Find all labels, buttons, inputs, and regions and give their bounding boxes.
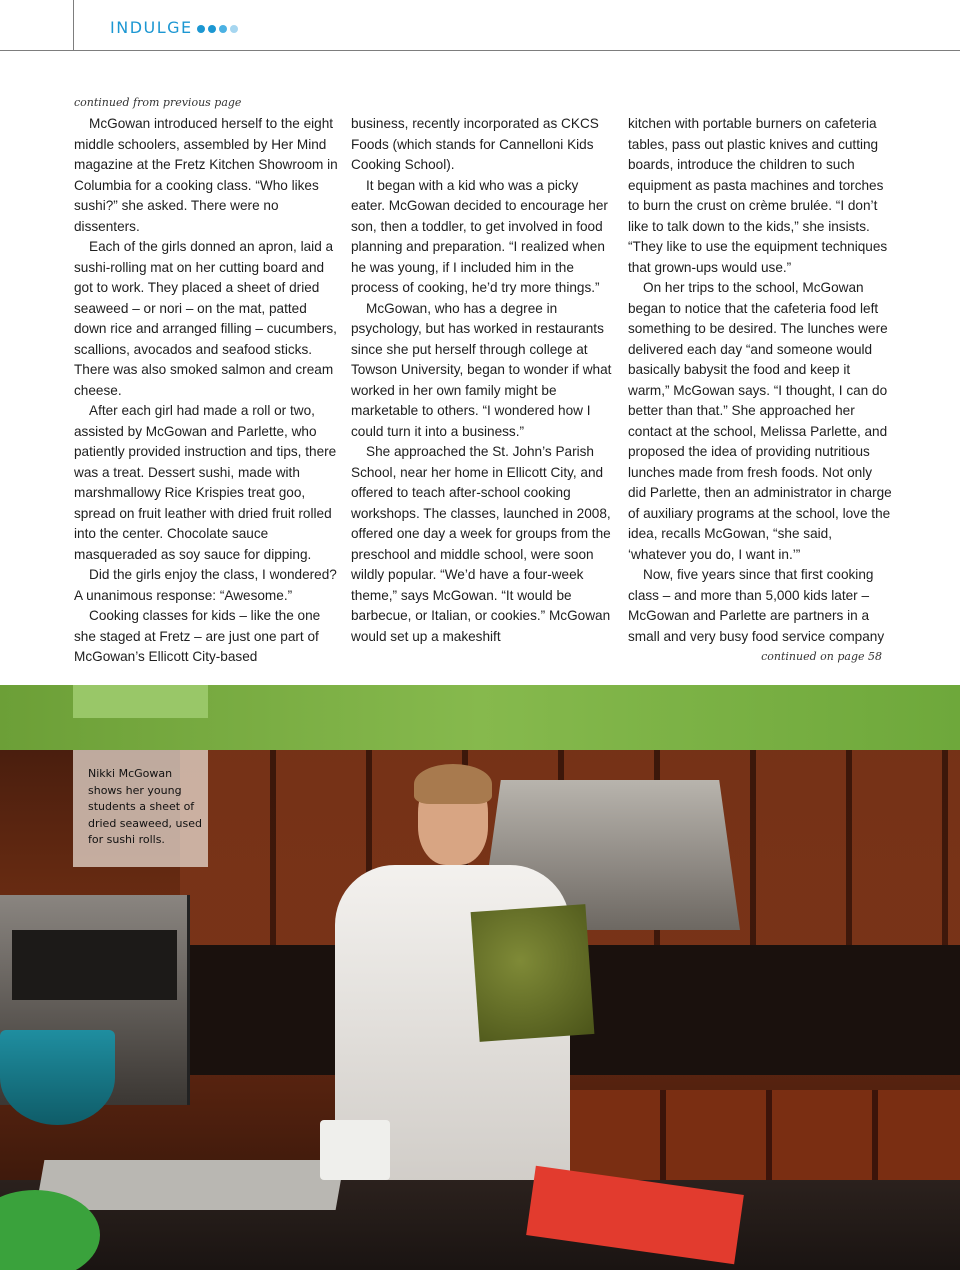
article-column-2 — [351, 114, 616, 647]
dot-icon — [230, 25, 238, 33]
photo-cups — [320, 1120, 390, 1180]
paragraph: She approached the St. John’s Parish School, near her home in Ellicott City, and offered to teach after-school cooking workshops. The classes, launched in 2008, offered one day a week for groups from the preschool and middle school, were soon wildly popular. “We’d have a four-week theme,” says McGowan. “It would be barbecue, or Italian, or cookies.” McGowan would set up a makeshift — [351, 444, 611, 644]
paragraph: McGowan introduced herself to the eight middle schoolers, assembled by Her Mind magazine at the Fretz Kitchen Showroom in Columbia for a cooking class. “Who likes sushi?” she asked. There were no dissenters. — [74, 116, 338, 234]
paragraph: McGowan, who has a degree in psychology, but has worked in restaurants since she put herself through college at Towson University, began to wonder if what worked in her own family might be marketable to others. “I wondered how I could turn it into a business.” — [351, 300, 612, 439]
section-dots — [197, 24, 238, 34]
paragraph: Now, five years since that first cooking class – and more than 5,000 kids later – McGowan and Parlette are partners in a small and very busy food service company — [628, 567, 885, 644]
photo-bowls — [0, 1030, 115, 1125]
paragraph: Did the girls enjoy the class, I wondered? A unanimous response: “Awesome.” — [74, 567, 337, 603]
green-band-accent — [73, 685, 208, 718]
header-divider-vertical — [73, 0, 74, 51]
paragraph: It began with a kid who was a picky eater. McGowan decided to encourage her son, then a toddler, to get involved in food planning and preparation. “I realized when he was young, if I included him in the process of cooking, he’d try more things.” — [351, 177, 608, 295]
paragraph: business, recently incorporated as CKCS Foods (which stands for Cannelloni Kids Cooking School). — [351, 116, 599, 172]
header-divider — [0, 50, 960, 51]
photo-caption: Nikki McGowan shows her young students a sheet of dried seaweed, used for sushi rolls. — [88, 767, 203, 846]
paragraph: kitchen with portable burners on cafeteria tables, pass out plastic knives and cutting boards, introduce the children to such equipment as pasta machines and torches to burn the crust on crème brulée. “I don’t like to talk down to the kids,” she insists. “They like to use the equipment techniques that grown-ups would use.” — [628, 116, 888, 275]
article-column-3 — [628, 114, 893, 647]
dot-icon — [208, 25, 216, 33]
dot-icon — [197, 25, 205, 33]
paragraph: On her trips to the school, McGowan began to notice that the cafeteria food left something to be desired. The lunches were delivered each day “and someone would basically babysit the food and keep it warm,” McGowan says. “I thought, I can do better than that.” She approached her contact at the school, Melissa Parlette, and proposed the idea of providing nutritious lunches made from fresh foods. Not only did Parlette, then an administrator in charge of auxiliary programs at the school, love the idea, recalls McGowan, “she said, ‘whatever you do, I want in.’” — [628, 280, 892, 562]
paragraph: After each girl had made a roll or two, assisted by McGowan and Parlette, who patiently provided instruction and tips, there was a treat. Dessert sushi, made with marshmallowy Rice Krispies treat goo, spread on fruit leather with dried fruit rolled into the center. Chocolate sauce masqueraded as soy sauce for dipping. — [74, 403, 337, 562]
dot-icon — [219, 25, 227, 33]
paragraph: Each of the girls donned an apron, laid a sushi-rolling mat on her cutting board and got to work. They placed a sheet of dried seaweed – or nori – on the mat, patted down rice and arranged filling – cucumbers, scallions, avocados and seafood sticks. There was also smoked salmon and cream cheese. — [74, 239, 337, 398]
section-label: INDULGE — [110, 18, 193, 37]
continued-from-note: continued from previous page — [74, 96, 242, 109]
article-column-1 — [74, 114, 339, 668]
photo-nori-sheet — [471, 904, 595, 1042]
continued-on-note: continued on page 58 — [761, 650, 882, 663]
photo-tray — [36, 1160, 345, 1210]
photo-oven-window — [12, 930, 177, 1000]
photo-chef-hair — [414, 764, 492, 804]
paragraph: Cooking classes for kids – like the one she staged at Fretz – are just one part of McGowan’s Ellicott City-based — [74, 608, 321, 664]
